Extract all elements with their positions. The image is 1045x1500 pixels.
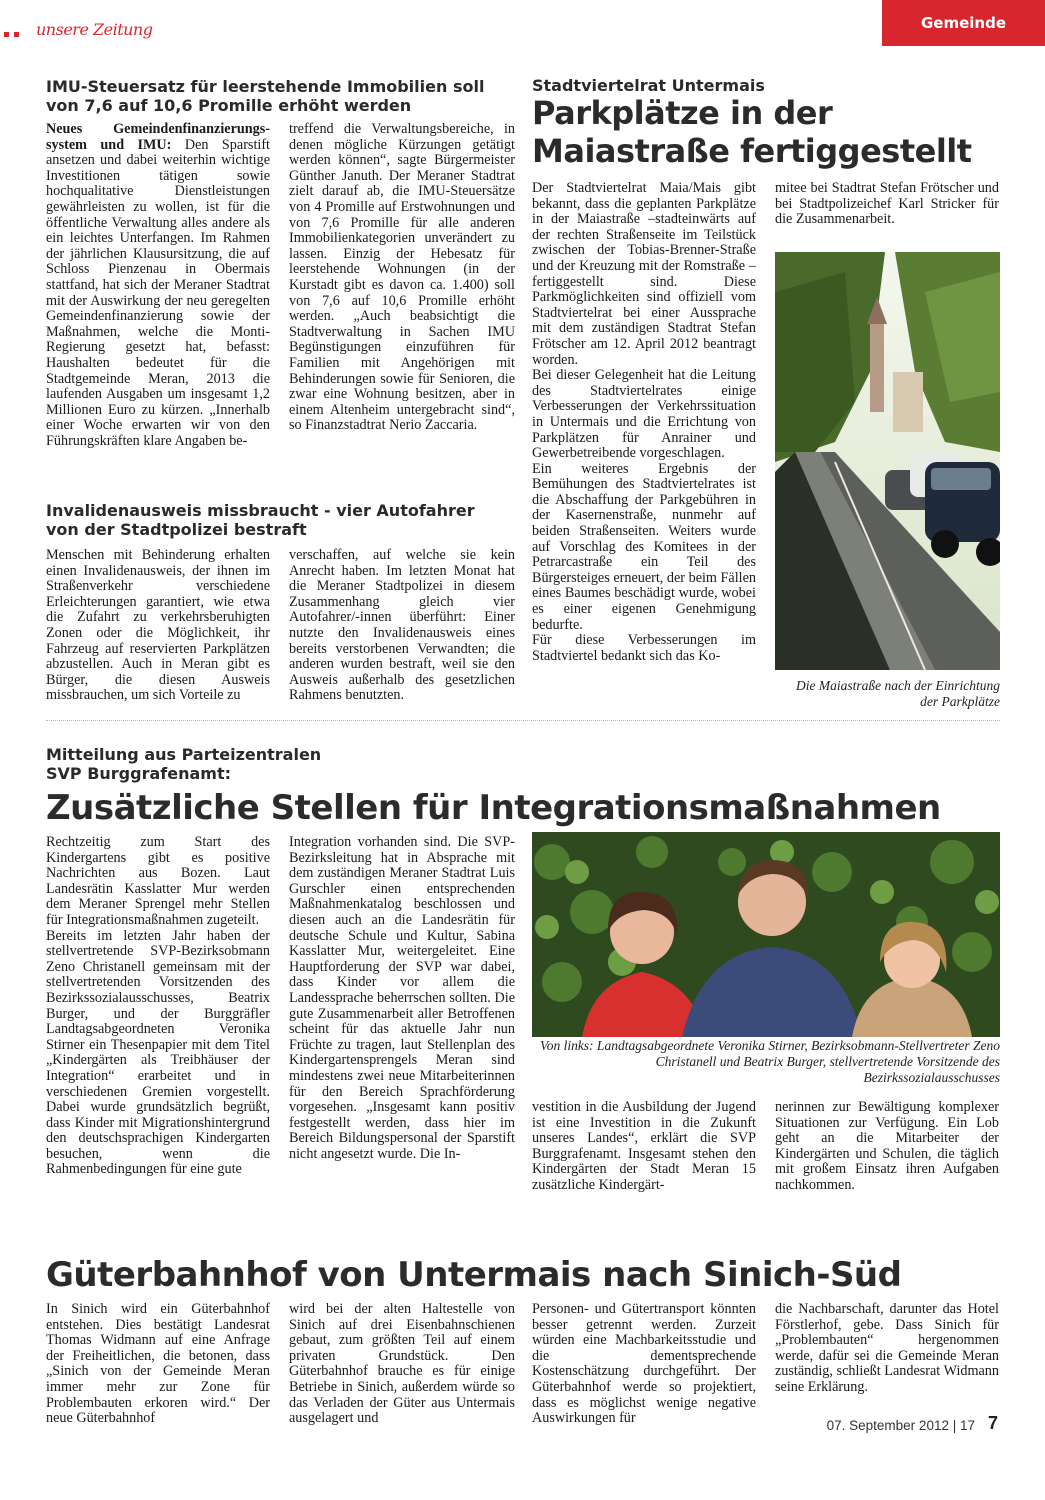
article2-col1: Menschen mit Behinderung erhalten einen Invalidenausweis, der ihnen im Straßenverkehr verschiedene Erleichterungen garantiert, wie etwa die Zufahrt zu verkehrsberuhigten Zonen oder die Möglichkeit, ihr Fahrzeug auf reservierten Parkplätzen abzustellen. Auch in Meran gibt es Bürger, die diesen Ausweis missbrauchen, um sich Vorteile zu — [46, 547, 270, 704]
article4-title: Zusätzliche Stellen für Integrationsmaßnahmen — [46, 788, 941, 828]
article4-paragraph: Bereits im letzten Jahr haben der stellvertretende SVP-Bezirksobmann Zeno Christanell gemeinsam mit der stellvertretenden Vorsitzenden des Bezirkssozialausschusses, Beatrix Burger, und der Burggräfler Landtagsabgeordneten Veronika Stirner ein Thesenpapier mit dem Titel „Kindergärten als Treibhäuser der Integration“ erarbeitet und in verschiedenen Gremien vorgestellt. Dabei wurde grundsätzlich begrüßt, dass Kinder mit Migrationshintergrund den deutschsprachigen Kindergarten besuchen, wenn die Rahmenbedingungen für eine gute — [46, 927, 270, 1178]
article2-title: Invalidenausweis missbraucht - vier Autofahrer von der Stadtpolizei bestraft — [46, 501, 475, 539]
article4-col3: vestition in die Ausbildung der Jugend ist eine Investition in die Zukunft unseres Landes“, erklärt die SVP Burggrafenamt. Insgesamt stehen den Kindergärten der Stadt Meran 15 zusätzliche Kindergärt- — [532, 1099, 756, 1193]
article3-title: Parkplätze in der Maiastraße fertiggestellt — [532, 94, 972, 170]
article4-paragraph: Rechtzeitig zum Start des Kindergartens gibt es positive Nachrichten aus Bozen. Laut Landesrätin Kasslatter Mur werden dem Meraner Sprengel mehr Stellen für Integrationsmaßnahmen zugeteilt. — [46, 834, 270, 928]
page-number: 7 — [988, 1413, 999, 1433]
section-label: Gemeinde — [920, 14, 1007, 32]
article4-col2: Integration vorhanden sind. Die SVP-Bezirksleitung hat in Absprache mit dem zuständigen Meraner Stadtrat Luis Gurschler einen entsprechenden Maßnahmenkatalog beschlossen und diesen auch an die Landesrätin für deutsche Schule und Kultur, Sabina Kasslatter Mur, weitergeleitet. Eine Hauptforderung der SVP war dabei, dass Kinder vor allem die Landessprache beherrschen sollten. Die gute Zusammenarbeit aller Betroffenen scheint für das aktuelle Jahr nun Früchte zu tragen, laut Stellenplan des Kindergartensprengels Meran sind mindestens zwei neue Mitarbeiterinnen für den Bereich Sprachförderung vorgesehen. „Insgesamt kann positiv festgestellt werden, dass hier im Bereich Bildungspersonal der Sparstift nicht angesetzt wurde. Die In- — [289, 834, 515, 1162]
article4-kicker-line: Mitteilung aus Parteizentralen — [46, 745, 322, 764]
article4-col1 — [46, 835, 270, 1178]
article3-col2: mitee bei Stadtrat Stefan Frötscher und bei Stadtpolizeichef Karl Stricker für die Zusammenarbeit. — [775, 180, 999, 228]
article5-title: Güterbahnhof von Untermais nach Sinich-Süd — [46, 1255, 902, 1295]
article5-col3: Personen- und Gütertransport könnten besser getrennt werden. Zurzeit würden eine Machbarkeitsstudie und die dementsprechende Kostenschätzung durchgeführt. Der Güterbahnhof werde so projektiert, dass es möglichst wenige negative Auswirkungen für — [532, 1301, 756, 1427]
article3-paragraph: Bei dieser Gelegenheit hat die Leitung des Stadtviertelrates einige Verbesserungen der Verkehrssituation in Untermais und die Errichtung von Parkplätzen für Anrainer und Gewerbetreibende vorgeschlagen. — [532, 367, 756, 462]
article1-title: IMU-Steuersatz für leerstehende Immobilien soll von 7,6 auf 10,6 Promille erhöht werden — [46, 77, 485, 115]
article5-col2: wird bei der alten Haltestelle von Sinich auf drei Eisenbahnschienen gebaut, zum größten Teil auf einem privaten Grundstück. Den Güterbahnhof brauche es für einige Betriebe in Sinich, außerdem würde so das Verladen der Güter aus Untermais ausgelagert und — [289, 1301, 515, 1427]
article3-kicker: Stadtviertelrat Untermais — [532, 76, 765, 95]
section-tab — [882, 0, 1045, 46]
article3-col1 — [532, 181, 756, 664]
svp-group-photo — [532, 832, 1000, 1037]
article3-paragraph: Der Stadtviertelrat Maia/Mais gibt bekannt, dass die geplanten Parkplätze in der Maiastraße –stadteinwärts auf der rechten Straßenseite im Teilstück zwischen der Tobias-Brenner-Straße und der Kreuzung mit der Romstraße – fertiggestellt sind. Diese Parkmöglichkeiten sind offiziell vom Stadtviertelrat bei einer Aussprache mit dem zuständigen Stadtrat Stefan Frötscher am 12. April 2012 beantragt worden. — [532, 180, 756, 368]
article1-col2: treffend die Verwaltungsbereiche, in denen mögliche Kürzungen getätigt werden können“, sagte Bürgermeister Günther Januth. Der Meraner Stadtrat zielt darauf ab, die IMU-Steuersätze von 4 Promille auf Erstwohnungen und von 7,6 Promille für alle anderen Immobilienkategorien unverändert zu lassen. Einzig der Hebesatz für leerstehende Wohnungen (in der Kurstadt gibt es davon ca. 1.400) soll von 7,6 auf 10,6 Promille erhöht werden. „Auch beabsichtigt die Stadtverwaltung in Sachen IMU Begünstigungen einzuführen für Familien mit Angehörigen mit Behinderungen sowie für Senioren, die zwar eine Wohnung besitzen, aber in einem Altenheim untergebracht sind“, so Finanzstadtrat Nerio Zaccaria. — [289, 121, 515, 434]
header-marks — [4, 32, 24, 37]
article3-paragraph: Ein weiteres Ergebnis der Bemühungen des Stadtviertelrates ist die Abschaffung der Parkgebühren in der Kasernenstraße, nunmehr auf beiden Straßenseiten. Weiters wurde auf Vorschlag des Komitees in der Petrarcastraße ein Teil des Bürgersteiges erneuert, der beim Fällen eines Baumes beschädigt wurde, wobei es einer eigenen Genehmigung bedurfte. — [532, 460, 756, 633]
section-divider — [46, 720, 1000, 721]
article4-kicker-line: SVP Burggrafenamt: — [46, 764, 231, 783]
svp-photo-caption: Von links: Landtagsabgeordnete Veronika Stirner, Bezirksobmann-Stellvertreter Zeno Christanell und Beatrix Burger, stellvertretende Vorsitzende des Bezirkssozialausschusses — [539, 1038, 1000, 1085]
article5-col4: die Nachbarschaft, darunter das Hotel Förstlerhof, gebe. Dass Sinich für „Problembauten“ hergenommen werde, dafür sei die Gemeinde Meran zuständig, schließt Landesrat Widmann seine Erklärung. — [775, 1301, 999, 1395]
article3-paragraph: Für diese Verbesserungen im Stadtviertel bedankt sich das Ko- — [532, 632, 756, 664]
footer-date-issue: 07. September 2012 | 17 — [826, 1418, 975, 1433]
article4-kicker — [46, 745, 321, 783]
maiastrasse-photo — [775, 252, 1000, 670]
article1-lead: Neues Gemeindenfinanzierungs-system und IMU: — [46, 121, 270, 153]
article2-col2: verschaffen, auf welche sie kein Anrecht haben. Im letzten Monat hat die Meraner Stadtpolizei in diesem Zusammenhang gleich vier Autofahrer/-innen überführt: Einer nutzte den Invalidenausweis eines bereits verstorbenen Verwandten; die anderen wurden bestraft, weil sie den Ausweis außerhalb des gesetzlichen Rahmens benutzten. — [289, 547, 515, 704]
article1-col1 — [46, 122, 270, 449]
maiastrasse-photo-caption: Die Maiastraße nach der Einrichtung der Parkplätze — [796, 678, 1000, 709]
article4-col4: nerinnen zur Bewältigung komplexer Situationen zur Verfügung. Ein Lob geht an die Mitarbeiter der Kindergärten und Schulen, die täglich mit großem Einsatz ihren Aufgaben nachkommen. — [775, 1099, 999, 1193]
article1-col1-text: Den Sparstift ansetzen und dabei weiterhin wichtige Investitionen tätigen sowie hochqualitative Dienstleistungen gewährleisten zu wollen, ist für die öffentliche Verwaltung alles andere als ein leichtes Unterfangen. Im Rahmen der jährlichen Klausursitzung, die auf Schloss Pienzenau in Obermais stattfand, hat sich der Meraner Stadtrat mit der Auswirkung der neu geregelten Gemeindenfinanzierung sowie der Maßnahmen, welche die Monti-Regierung gesetzt hat, befasst: Haushalten bedeutet für die Stadtgemeinde Meran, 2013 die laufenden Ausgaben um insgesamt 1,2 Millionen Euro zu kürzen. „Innerhalb einer Woche erwarten wir von den Führungskräften klare Angaben be- — [46, 136, 270, 449]
article5-col1: In Sinich wird ein Güterbahnhof entstehen. Dies bestätigt Landesrat Thomas Widmann auf eine Anfrage der Freiheitlichen, die betonen, dass „Sinich von der Gemeinde Meran immer mehr zur Zone für Problembauten erkoren wird.“ Der neue Güterbahnhof — [46, 1301, 270, 1427]
brand-logo: unsere Zeitung — [36, 20, 153, 39]
